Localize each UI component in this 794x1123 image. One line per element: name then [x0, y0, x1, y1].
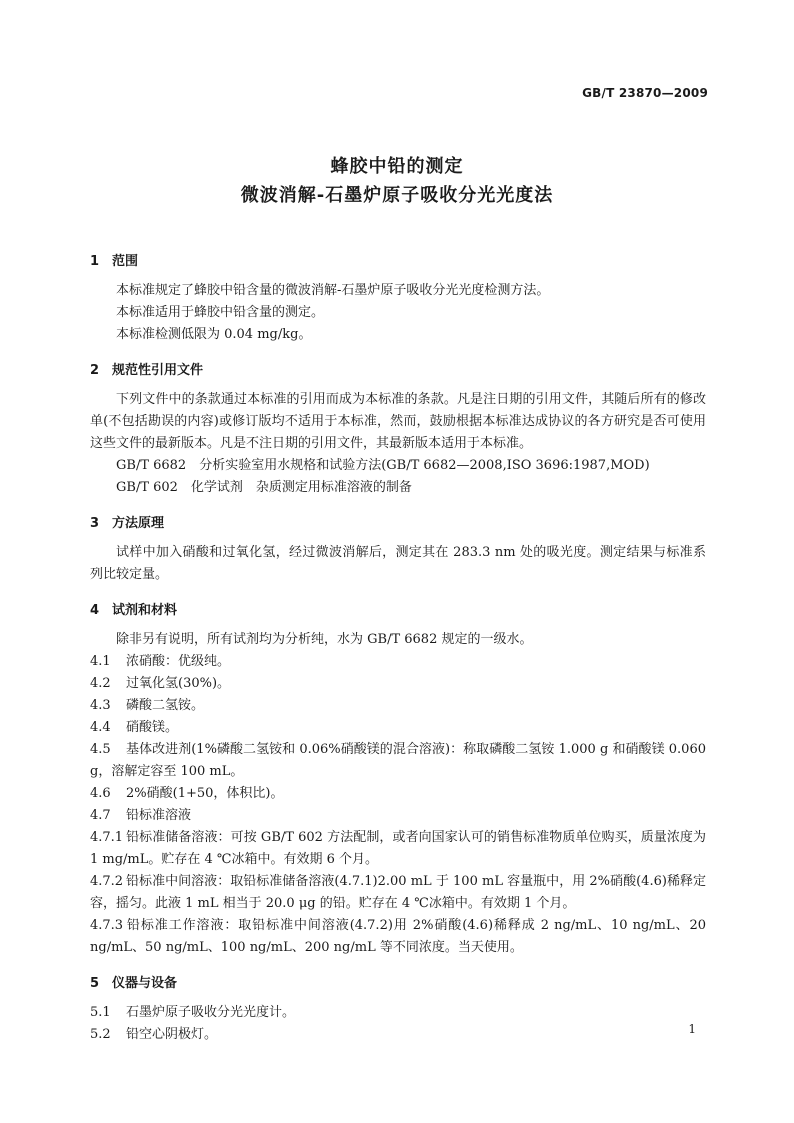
clause-item	[90, 651, 706, 673]
clause-text: 浓硝酸：优级纯。	[126, 654, 231, 669]
clause-item	[90, 783, 706, 805]
section-heading-normative-references	[90, 360, 706, 382]
paragraph: 本标准规定了蜂胶中铅含量的微波消解-石墨炉原子吸收分光光度检测方法。	[116, 283, 550, 298]
section-number: 1	[90, 254, 100, 269]
section-heading-reagents	[90, 600, 706, 622]
clause-text: 2%硝酸(1+50，体积比)。	[126, 786, 284, 801]
paragraph: 试样中加入硝酸和过氧化氢，经过微波消解后，测定其在 283.3 nm 处的吸光度。测定结果与标准系列比较定量。	[90, 545, 706, 582]
clause-text: 基体改进剂(1%磷酸二氢铵和 0.06%硝酸镁的混合溶液)：称取磷酸二氢铵 1.000 g 和硝酸镁 0.060 g，溶解定容至 100 mL。	[90, 742, 706, 779]
clause-item	[90, 739, 706, 783]
clause-text: 铅标准溶液	[126, 808, 192, 823]
clause-number: 4.5	[90, 742, 111, 757]
section-heading-principle	[90, 513, 706, 535]
section-number: 4	[90, 603, 100, 618]
section-title: 范围	[112, 254, 139, 269]
clause-number: 4.7.2	[90, 874, 124, 889]
document-body	[90, 251, 706, 1046]
clause-item	[90, 673, 706, 695]
clause-number: 4.6	[90, 786, 111, 801]
clause-text: 铅标准储备溶液：可按 GB/T 602 方法配制，或者向国家认可的销售标准物质单位购买，质量浓度为 1 mg/mL。贮存在 4 ℃冰箱中。有效期 6 个月。	[90, 830, 706, 867]
clause-text: 铅标准工作溶液：取铅标准中间溶液(4.7.2)用 2%硝酸(4.6)稀释成 2 ng/mL、10 ng/mL、20 ng/mL、50 ng/mL、100 ng/mL、200 ng/mL 等不同浓度。当天使用。	[90, 918, 706, 955]
clause-item	[90, 695, 706, 717]
clause-text: 铅空心阴极灯。	[126, 1027, 218, 1042]
paragraph: 本标准检测低限为 0.04 mg/kg。	[116, 327, 312, 342]
section-heading-apparatus	[90, 973, 706, 995]
clause-number: 4.7.3	[90, 918, 124, 933]
standard-code: GB/T 23870—2009	[582, 86, 708, 100]
clause-number: 4.7	[90, 808, 111, 823]
clause-text: 石墨炉原子吸收分光光度计。	[126, 1005, 296, 1020]
clause-item	[90, 915, 706, 959]
clause-number: 4.7.1	[90, 830, 124, 845]
clause-text: 磷酸二氢铵。	[126, 698, 205, 713]
section-title: 规范性引用文件	[112, 363, 204, 378]
section-title: 仪器与设备	[112, 976, 178, 991]
clause-item	[90, 827, 706, 871]
section-number: 2	[90, 363, 100, 378]
reference-item: GB/T 6682 分析实验室用水规格和试验方法(GB/T 6682—2008,ISO 3696:1987,MOD)	[116, 458, 650, 473]
paragraph: 除非另有说明，所有试剂均为分析纯，水为 GB/T 6682 规定的一级水。	[116, 632, 533, 647]
section-title: 试剂和材料	[112, 603, 178, 618]
section-number: 3	[90, 516, 100, 531]
clause-item	[90, 805, 706, 827]
clause-number: 4.2	[90, 676, 111, 691]
section-title: 方法原理	[112, 516, 165, 531]
section-number: 5	[90, 976, 100, 991]
document-title-line1: 蜂胶中铅的测定	[330, 156, 464, 177]
clause-text: 铅标准中间溶液：取铅标准储备溶液(4.7.1)2.00 mL 于 100 mL 容量瓶中，用 2%硝酸(4.6)稀释定容，摇匀。此液 1 mL 相当于 20.0 μg 的铅。贮存在 4 ℃冰箱中。有效期 1 个月。	[90, 874, 706, 911]
clause-item	[90, 717, 706, 739]
page-number: 1	[688, 1022, 696, 1036]
clause-item	[90, 1002, 706, 1024]
clause-number: 4.4	[90, 720, 111, 735]
clause-number: 4.3	[90, 698, 111, 713]
clause-text: 过氧化氢(30%)。	[126, 676, 231, 691]
reference-item: GB/T 602 化学试剂 杂质测定用标准溶液的制备	[116, 480, 412, 495]
section-heading-scope	[90, 251, 706, 273]
paragraph: 下列文件中的条款通过本标准的引用而成为本标准的条款。凡是注日期的引用文件，其随后所有的修改单(不包括勘误的内容)或修订版均不适用于本标准，然而，鼓励根据本标准达成协议的各方研究是否可使用这些文件的最新版本。凡是不注日期的引用文件，其最新版本适用于本标准。	[90, 392, 706, 451]
clause-text: 硝酸镁。	[126, 720, 179, 735]
clause-number: 5.1	[90, 1005, 111, 1020]
clause-item	[90, 871, 706, 915]
document-title-line2: 微波消解-石墨炉原子吸收分光光度法	[240, 185, 554, 206]
clause-item	[90, 1024, 706, 1046]
paragraph: 本标准适用于蜂胶中铅含量的测定。	[116, 305, 325, 320]
clause-number: 5.2	[90, 1027, 111, 1042]
clause-number: 4.1	[90, 654, 111, 669]
